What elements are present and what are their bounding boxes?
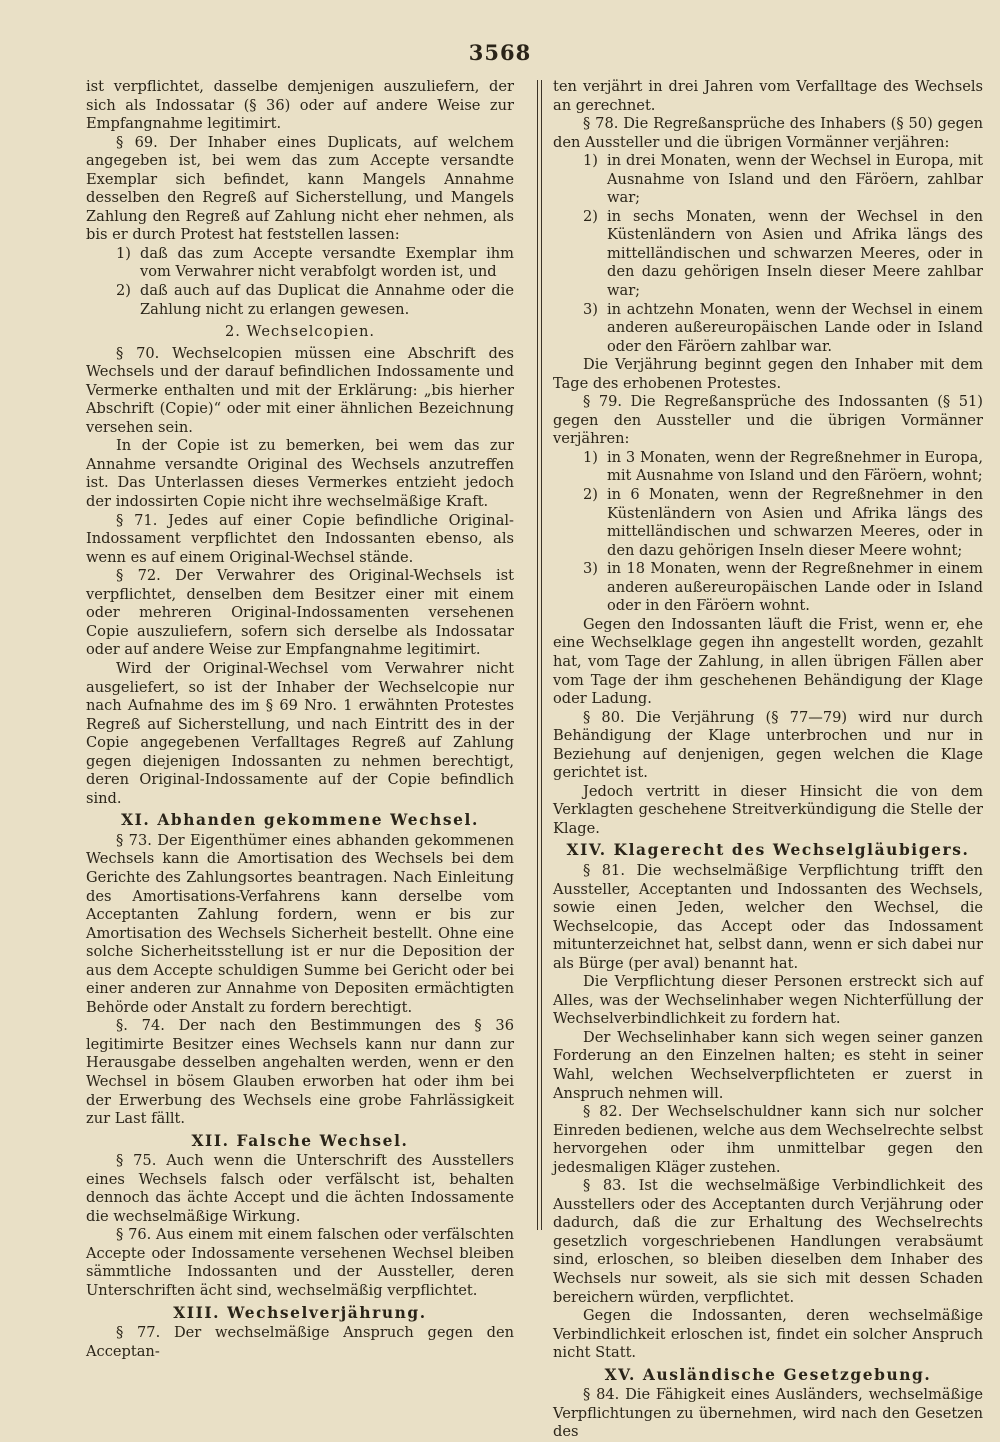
- list-item: [86, 245, 514, 282]
- paragraph: § 76. Aus einem mit einem falschen oder verfälschten Accepte oder Indossamente versehenen Wechsel bleiben sämmtliche Indossanten und der Aussteller, deren Unterschriften ächt sind, wechselmäßig verpflichtet.: [86, 1226, 514, 1299]
- subsection-heading: 2. Wechselcopien.: [224, 323, 376, 341]
- paragraph: Wird der Original-Wechsel vom Verwahrer nicht ausgeliefert, so ist der Inhaber der Wechselcopie nur nach Aufnahme des im § 69 Nro. 1 erwähnten Protestes Regreß auf Sicherstellung, und nach Eintritt des in der Copie angegebenen Verfalltages Regreß auf Zahlung gegen diejenigen Indossanten zu nehmen berechtigt, deren Original-Indossamente auf der Copie befindlich sind.: [86, 659, 514, 807]
- paragraph: § 71. Jedes auf einer Copie befindliche Original-Indossament verpflichtet den Indossanten ebenso, als wenn es auf einem Original-Wechsel stände.: [86, 511, 514, 566]
- list-item-text: in drei Monaten, wenn der Wechsel in Europa, mit Ausnahme von Island und den Färöern, zahlbar war;: [607, 152, 983, 207]
- paragraph: Die Verjährung beginnt gegen den Inhaber mit dem Tage des erhobenen Protestes.: [553, 356, 983, 392]
- paragraph: § 79. Die Regreßansprüche des Indossanten (§ 51) gegen den Aussteller und die übrigen Vormänner verjähren:: [553, 393, 983, 448]
- paragraph: § 83. Ist die wechselmäßige Verbindlichkeit des Ausstellers oder des Acceptanten durch Verjährung oder dadurch, daß die zur Erhaltung des Wechselrechts gesetzlich vorgeschriebenen Handlungen verabsäumt sind, erloschen, so bleiben dieselben dem Inhaber des Wechsels nur soweit, als sie sich mit dessen Schaden bereichern würden, verpflichtet.: [553, 1177, 983, 1306]
- list-item-number: 2): [116, 282, 131, 300]
- list-item-number: 1): [116, 244, 131, 262]
- paragraph: § 75. Auch wenn die Unterschrift des Ausstellers eines Wechsels falsch oder verfälscht ist, behalten dennoch das ächte Accept und die ächten Indossamente die wechselmäßige Wirkung.: [86, 1152, 514, 1225]
- list-item: [553, 152, 983, 208]
- paragraph: § 72. Der Verwahrer des Original-Wechsels ist verpflichtet, denselben dem Besitzer einer mit einem oder mehreren Original-Indossamenten versehenen Copie auszuliefern, sofern sich derselbe als Indossatar oder auf andere Weise zur Empfangnahme legitimirt.: [86, 567, 514, 659]
- list-item-text: daß auch auf das Duplicat die Annahme oder die Zahlung nicht zu erlangen gewesen.: [140, 282, 514, 318]
- section-heading: XIV. Klagerecht des Wechselgläubigers.: [566, 841, 970, 860]
- column-divider: [537, 80, 542, 1230]
- list-item-text: in 6 Monaten, wenn der Regreßnehmer in den Küstenländern von Asien und Afrika längs des mittelländischen und schwarzen Meeres, oder in den dazu gehörigen Inseln dieser Meere wohnt;: [607, 486, 983, 559]
- list-item: [553, 486, 983, 560]
- list-item-number: 1): [583, 152, 598, 170]
- paragraph: Jedoch vertritt in dieser Hinsicht die von dem Verklagten geschehene Streitverkündigung die Stelle der Klage.: [553, 782, 983, 837]
- paragraph: Gegen die Indossanten, deren wechselmäßige Verbindlichkeit erloschen ist, findet ein solcher Anspruch nicht Statt.: [553, 1307, 983, 1362]
- section-heading: XIII. Wechselverjährung.: [173, 1303, 427, 1322]
- paragraph: § 84. Die Fähigkeit eines Ausländers, wechselmäßige Verpflichtungen zu übernehmen, wird nach den Gesetzen des: [553, 1386, 983, 1441]
- continued-paragraph: ten verjährt in drei Jahren vom Verfalltage des Wechsels an gerechnet.: [553, 78, 983, 114]
- paragraph: § 81. Die wechselmäßige Verpflichtung trifft den Aussteller, Acceptanten und Indossanten des Wechsels, sowie einen Jeden, welcher den Wechsel, die Wechselcopie, das Accept oder das Indossament mitunterzeichnet hat, selbst dann, wenn er sich dabei nur als Bürge (per aval) benannt hat.: [553, 861, 983, 972]
- page-number: 3568: [468, 40, 532, 65]
- paragraph: In der Copie ist zu bemerken, bei wem das zur Annahme versandte Original des Wechsels anzutreffen ist. Das Unterlassen dieses Vermerkes entzieht jedoch der indossirten Copie nicht ihre wechselmäßige Kraft.: [86, 437, 514, 511]
- section-heading: XII. Falsche Wechsel.: [191, 1131, 409, 1150]
- paragraph: § 69. Der Inhaber eines Duplicats, auf welchem angegeben ist, bei wem das zum Accepte versandte Exemplar sich befindet, kann Mangels Annahme desselben den Regreß auf Sicherstellung, und Mangels Zahlung den Regreß auf Zahlung nicht eher nehmen, als bis er durch Protest hat feststellen lassen:: [86, 133, 514, 244]
- list-item-number: 3): [583, 560, 598, 578]
- list-item: [553, 301, 983, 357]
- paragraph: Die Verpflichtung dieser Personen erstreckt sich auf Alles, was der Wechselinhaber wegen Nichterfüllung der Wechselverbindlichkeit zu fordern hat.: [553, 973, 983, 1028]
- left-column: [86, 78, 514, 1361]
- list-item-number: 1): [583, 448, 598, 466]
- continued-paragraph: ist verpflichtet, dasselbe demjenigen auszuliefern, der sich als Indossatar (§ 36) oder auf andere Weise zur Empfangnahme legitimirt.: [86, 78, 514, 133]
- paragraph: § 70. Wechselcopien müssen eine Abschrift des Wechsels und der darauf befindlichen Indossamente und Vermerke enthalten und mit der Erklärung: „bis hierher Abschrift (Copie)“ oder mit einer ähnlichen Bezeichnung versehen sein.: [86, 344, 514, 436]
- list-item: [553, 208, 983, 301]
- paragraph: § 73. Der Eigenthümer eines abhanden gekommenen Wechsels kann die Amortisation des Wechsels bei dem Gerichte des Zahlungsortes beantragen. Nach Einleitung des Amortisations-Verfahrens kann derselbe vom Acceptanten Zahlung fordern, wenn er bis zur Amortisation des Wechsels Sicherheit bestellt. Ohne eine solche Sicherheitsstellung ist er nur die Deposition der aus dem Accepte schuldigen Summe bei Gericht oder bei einer anderen zur Annahme von Depositen ermächtigten Behörde oder Anstalt zu fordern berechtigt.: [86, 831, 514, 1016]
- paragraph: § 78. Die Regreßansprüche des Inhabers (§ 50) gegen den Aussteller und die übrigen Vormänner verjähren:: [553, 115, 983, 151]
- paragraph: Der Wechselinhaber kann sich wegen seiner ganzen Forderung an den Einzelnen halten; es steht in seiner Wahl, welchen Wechselverpflichteten er zuerst in Anspruch nehmen will.: [553, 1028, 983, 1102]
- list-item-text: in 18 Monaten, wenn der Regreßnehmer in einem anderen außereuropäischen Lande oder in Island oder in den Färöern wohnt.: [607, 560, 983, 615]
- list-item-text: in sechs Monaten, wenn der Wechsel in den Küstenländern von Asien und Afrika längs des mittelländischen und schwarzen Meeres, oder in den dazu gehörigen Inseln dieser Meere zahlbar war;: [607, 207, 983, 300]
- paragraph: Gegen den Indossanten läuft die Frist, wenn er, ehe eine Wechselklage gegen ihn angestellt worden, gezahlt hat, vom Tage der Zahlung, in allen übrigen Fällen aber vom Tage der ihm geschehenen Behändigung der Klage oder Ladung.: [553, 615, 983, 708]
- paragraph: § 82. Der Wechselschuldner kann sich nur solcher Einreden bedienen, welche aus dem Wechselrechte selbst hervorgehen oder ihm unmittelbar gegen den jedesmaligen Kläger zustehen.: [553, 1103, 983, 1176]
- list-item-text: in 3 Monaten, wenn der Regreßnehmer in Europa, mit Ausnahme von Island und den Färöern, wohnt;: [607, 448, 983, 485]
- right-column: [553, 78, 983, 1442]
- list-item: [86, 282, 514, 319]
- list-item-number: 2): [583, 486, 598, 504]
- paragraph: § 77. Der wechselmäßige Anspruch gegen den Acceptan-: [86, 1324, 514, 1360]
- list-item: [553, 560, 983, 616]
- list-item-text: daß das zum Accepte versandte Exemplar ihm vom Verwahrer nicht verabfolgt worden ist, und: [140, 244, 514, 281]
- list-item: [553, 449, 983, 486]
- section-heading: XI. Abhanden gekommene Wechsel.: [121, 811, 479, 830]
- list-item-text: in achtzehn Monaten, wenn der Wechsel in einem anderen außereuropäischen Lande oder in Island oder den Färöern zahlbar war.: [607, 300, 983, 355]
- list-item-number: 2): [583, 207, 598, 225]
- section-heading: XV. Ausländische Gesetzgebung.: [604, 1365, 932, 1384]
- paragraph: §. 74. Der nach den Bestimmungen des § 36 legitimirte Besitzer eines Wechsels kann nur dann zur Herausgabe desselben angehalten werden, wenn er den Wechsel in bösem Glauben erworben hat oder ihm bei der Erwerbung des Wechsels eine grobe Fahrlässigkeit zur Last fällt.: [86, 1017, 514, 1128]
- paragraph: § 80. Die Verjährung (§ 77—79) wird nur durch Behändigung der Klage unterbrochen und nur in Beziehung auf denjenigen, gegen welchen die Klage gerichtet ist.: [553, 708, 983, 782]
- list-item-number: 3): [583, 300, 598, 318]
